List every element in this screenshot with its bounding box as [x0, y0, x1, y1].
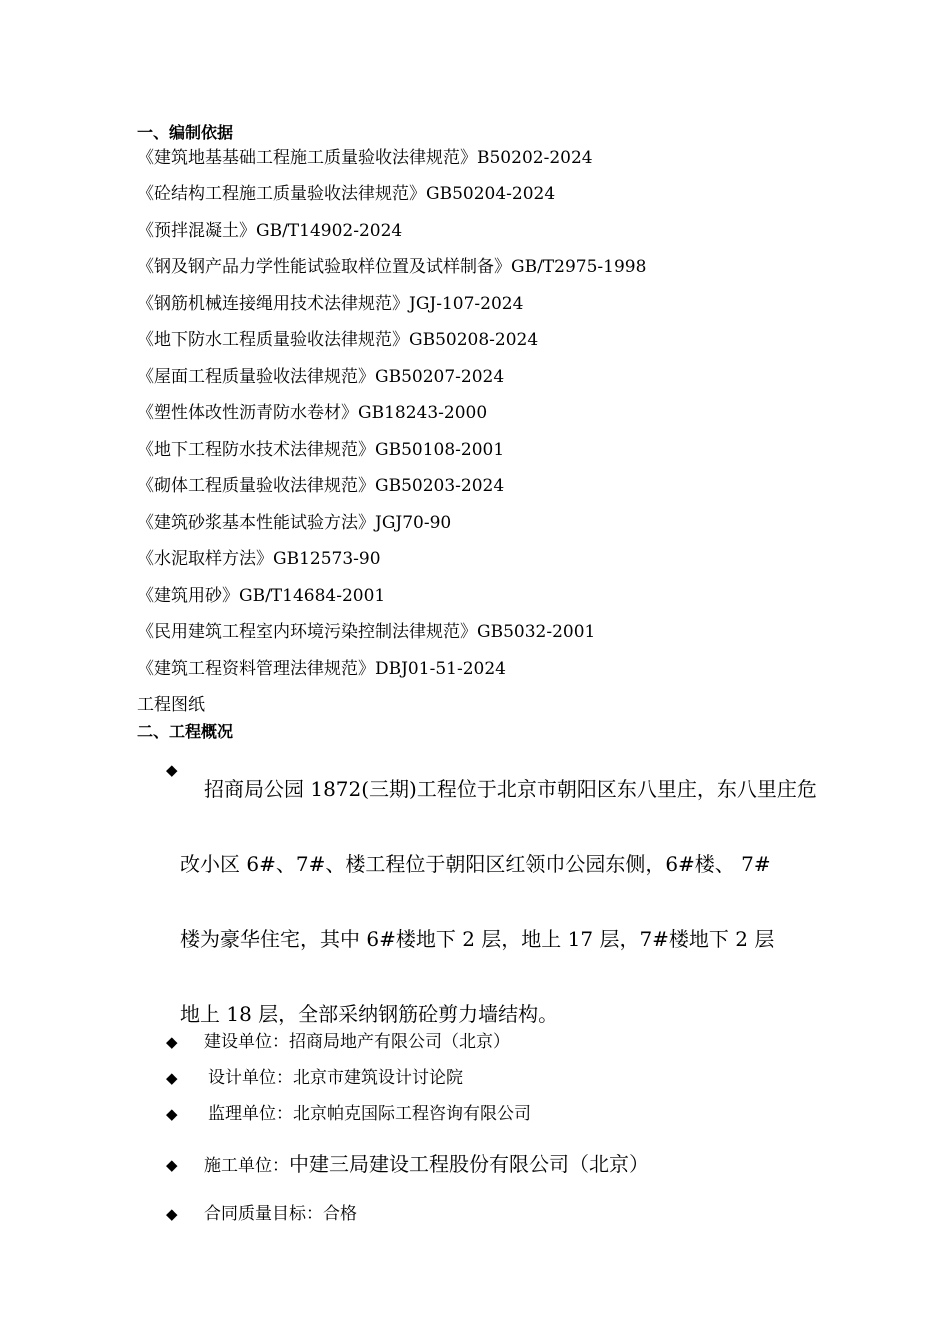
reference-item: 《砌体工程质量验收法律规范》GB50203-2024 — [137, 476, 505, 496]
info-label: 监理单位： — [208, 1104, 293, 1124]
reference-item: 《塑性体改性沥青防水卷材》GB18243-2000 — [137, 403, 488, 423]
drawings-line: 工程图纸 — [137, 695, 205, 715]
diamond-bullet-icon: ◆ — [166, 1205, 178, 1223]
overview-paragraph — [180, 752, 820, 1052]
overview-line: 楼为豪华住宅，其中 6#楼地下 2 层，地上 17 层，7#楼地下 2 层 — [180, 927, 775, 951]
info-label: 建设单位： — [204, 1032, 289, 1052]
diamond-bullet-icon: ◆ — [166, 761, 178, 779]
diamond-bullet-icon: ◆ — [166, 1033, 178, 1051]
info-label: 设计单位： — [208, 1068, 293, 1088]
reference-item: 《地下防水工程质量验收法律规范》GB50208-2024 — [137, 330, 539, 350]
info-item-supervisor — [208, 1103, 531, 1125]
info-value: 北京帕克国际工程咨询有限公司 — [293, 1104, 531, 1124]
reference-item: 《钢及钢产品力学性能试验取样位置及试样制备》GB/T2975-1998 — [137, 257, 647, 277]
reference-item: 《建筑工程资料管理法律规范》DBJ01-51-2024 — [137, 659, 506, 679]
reference-item: 《建筑砂浆基本性能试验方法》JGJ70-90 — [137, 513, 452, 533]
info-item-designer — [208, 1067, 463, 1089]
reference-item: 《民用建筑工程室内环境污染控制法律规范》GB5032-2001 — [137, 622, 596, 642]
reference-item: 《水泥取样方法》GB12573-90 — [137, 549, 381, 569]
reference-item: 《建筑地基基础工程施工质量验收法律规范》B50202-2024 — [137, 148, 593, 168]
overview-line: 地上 18 层，全部采纳钢筋砼剪力墙结构。 — [180, 1002, 559, 1026]
overview-line: 招商局公园 1872(三期)工程位于北京市朝阳区东八里庄，东八里庄危 — [204, 777, 817, 801]
info-value: 招商局地产有限公司（北京） — [289, 1032, 510, 1052]
reference-item: 《屋面工程质量验收法律规范》GB50207-2024 — [137, 367, 505, 387]
reference-item: 《钢筋机械连接绳用技术法律规范》JGJ-107-2024 — [137, 294, 524, 314]
info-value: 合格 — [323, 1204, 357, 1224]
reference-item: 《砼结构工程施工质量验收法律规范》GB50204-2024 — [137, 184, 556, 204]
info-item-contractor — [204, 1151, 649, 1179]
info-value: 北京市建筑设计讨论院 — [293, 1068, 463, 1088]
diamond-bullet-icon: ◆ — [166, 1156, 178, 1174]
reference-item: 《预拌混凝土》GB/T14902-2024 — [137, 221, 403, 241]
info-label: 施工单位： — [204, 1156, 289, 1176]
reference-item: 《建筑用砂》GB/T14684-2001 — [137, 586, 386, 606]
diamond-bullet-icon: ◆ — [166, 1105, 178, 1123]
info-value: 中建三局建设工程股份有限公司（北京） — [289, 1152, 649, 1176]
diamond-bullet-icon: ◆ — [166, 1069, 178, 1087]
overview-line: 改小区 6#、7#、楼工程位于朝阳区红领巾公园东侧，6#楼、 7# — [180, 852, 771, 876]
info-item-quality-target — [204, 1203, 357, 1225]
section-heading-basis: 一、编制依据 — [137, 123, 234, 142]
info-item-client — [204, 1031, 510, 1053]
reference-item: 《地下工程防水技术法律规范》GB50108-2001 — [137, 440, 505, 460]
section-heading-overview: 二、工程概况 — [137, 722, 234, 741]
info-label: 合同质量目标： — [204, 1204, 323, 1224]
